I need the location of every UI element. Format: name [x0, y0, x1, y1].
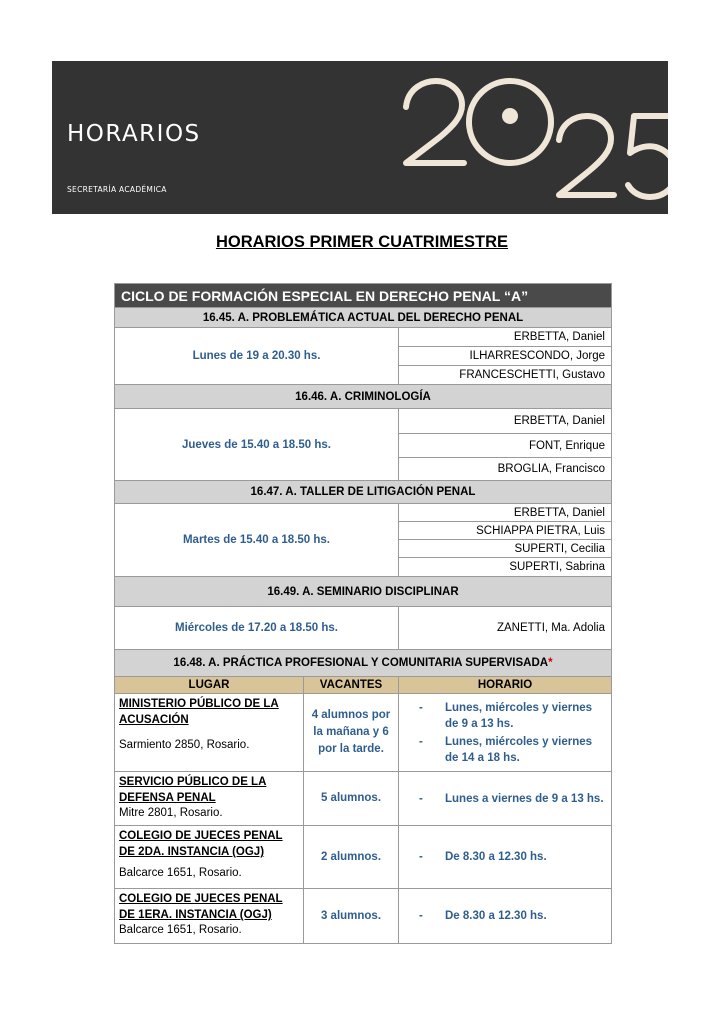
professor-name: ERBETTA, Daniel [399, 409, 612, 434]
practice-title-text: 16.48. A. PRÁCTICA PROFESIONAL Y COMUNITARIA SUPERVISADA [173, 657, 549, 669]
dash-mark: - [419, 792, 423, 805]
practice-row [115, 694, 612, 772]
schedule-cell [399, 826, 612, 889]
dash-mark: - [419, 910, 423, 922]
banner-title: HORARIOS [67, 121, 201, 147]
place-cell [115, 694, 304, 772]
professor-name: SCHIAPPA PIETRA, Luis [399, 522, 612, 540]
practice-column-header-row [115, 677, 612, 694]
cycle-title: CICLO DE FORMACIÓN ESPECIAL EN DERECHO PENAL “A” [115, 284, 612, 308]
place-cell [115, 889, 304, 944]
schedule-text: De 8.30 a 12.30 hs. [445, 910, 547, 922]
practice-title [115, 650, 612, 677]
schedule-text: Lunes a viernes de 9 a 13 hs. [445, 792, 604, 805]
course-row [115, 607, 612, 650]
course-title: 16.46. A. CRIMINOLOGÍA [115, 385, 612, 409]
course-schedule: Martes de 15.40 a 18.50 hs. [115, 504, 399, 577]
course-schedule: Lunes de 19 a 20.30 hs. [115, 328, 399, 385]
professor-name: ERBETTA, Daniel [399, 328, 612, 347]
schedule-item [419, 908, 607, 924]
column-header-place: LUGAR [115, 677, 304, 694]
place-address: Balcarce 1651, Rosario. [119, 867, 242, 879]
schedule-item [419, 849, 607, 865]
course-row [115, 504, 612, 522]
professor-name: SUPERTI, Sabrina [399, 558, 612, 577]
schedule-cell [399, 889, 612, 944]
professor-name: BROGLIA, Francisco [399, 458, 612, 481]
schedule-table [114, 283, 612, 944]
vacancies-cell: 5 alumnos. [304, 772, 399, 826]
vacancies-cell: 3 alumnos. [304, 889, 399, 944]
dash-mark: - [419, 701, 423, 714]
place-name: SERVICIO PÚBLICO DE LA DEFENSA PENAL [119, 776, 267, 804]
cycle-header-row [115, 284, 612, 308]
schedule-cell [399, 694, 612, 772]
professor-name: ILHARRESCONDO, Jorge [399, 347, 612, 366]
vacancies-cell: 2 alumnos. [304, 826, 399, 889]
professor-name: FONT, Enrique [399, 434, 612, 458]
schedule-item [419, 734, 607, 766]
place-cell [115, 826, 304, 889]
course-title: 16.49. A. SEMINARIO DISCIPLINAR [115, 577, 612, 607]
column-header-vacancies: VACANTES [304, 677, 399, 694]
schedule-item [419, 791, 607, 807]
dash-mark: - [419, 735, 423, 748]
course-row [115, 409, 612, 434]
course-title: 16.45. A. PROBLEMÁTICA ACTUAL DEL DERECHO PENAL [115, 308, 612, 328]
place-name: COLEGIO DE JUECES PENAL DE 2DA. INSTANCIA (OGJ) [119, 830, 283, 858]
page-heading: HORARIOS PRIMER CUATRIMESTRE [215, 233, 509, 251]
place-address: Mitre 2801, Rosario. [119, 807, 223, 819]
course-schedule: Jueves de 15.40 a 18.50 hs. [115, 409, 399, 481]
professor-name: FRANCESCHETTI, Gustavo [399, 366, 612, 385]
course-schedule: Miércoles de 17.20 a 18.50 hs. [115, 607, 399, 650]
year-graphic [392, 61, 668, 214]
schedule-cell [399, 772, 612, 826]
practice-row [115, 889, 612, 944]
practice-header-row [115, 650, 612, 677]
course-header-row [115, 481, 612, 504]
banner-subtitle: SECRETARÍA ACADÉMICA [67, 185, 167, 194]
practice-row [115, 826, 612, 889]
header-banner [52, 61, 668, 214]
course-row [115, 328, 612, 347]
course-title: 16.47. A. TALLER DE LITIGACIÓN PENAL [115, 481, 612, 504]
vacancies-cell: 4 alumnos por la mañana y 6 por la tarde. [304, 694, 399, 772]
dash-mark: - [419, 851, 423, 863]
column-header-schedule: HORARIO [399, 677, 612, 694]
place-name: MINISTERIO PÚBLICO DE LA ACUSACIÓN [119, 698, 279, 726]
professor-name: SUPERTI, Cecilia [399, 540, 612, 558]
professor-name: ZANETTI, Ma. Adolia [399, 607, 612, 650]
course-header-row [115, 385, 612, 409]
course-header-row [115, 577, 612, 607]
place-name: COLEGIO DE JUECES PENAL DE 1ERA. INSTANCIA (OGJ) [119, 893, 283, 921]
schedule-text: Lunes, miércoles y viernes de 14 a 18 hs. [445, 735, 593, 764]
schedule-text: De 8.30 a 12.30 hs. [445, 851, 547, 863]
practice-row [115, 772, 612, 826]
professor-name: ERBETTA, Daniel [399, 504, 612, 522]
course-header-row [115, 308, 612, 328]
asterisk-mark: * [548, 657, 553, 669]
place-address: Balcarce 1651, Rosario. [119, 924, 242, 936]
place-address: Sarmiento 2850, Rosario. [119, 739, 250, 751]
place-cell [115, 772, 304, 826]
schedule-text: Lunes, miércoles y viernes de 9 a 13 hs. [445, 701, 593, 730]
schedule-item [419, 700, 607, 732]
